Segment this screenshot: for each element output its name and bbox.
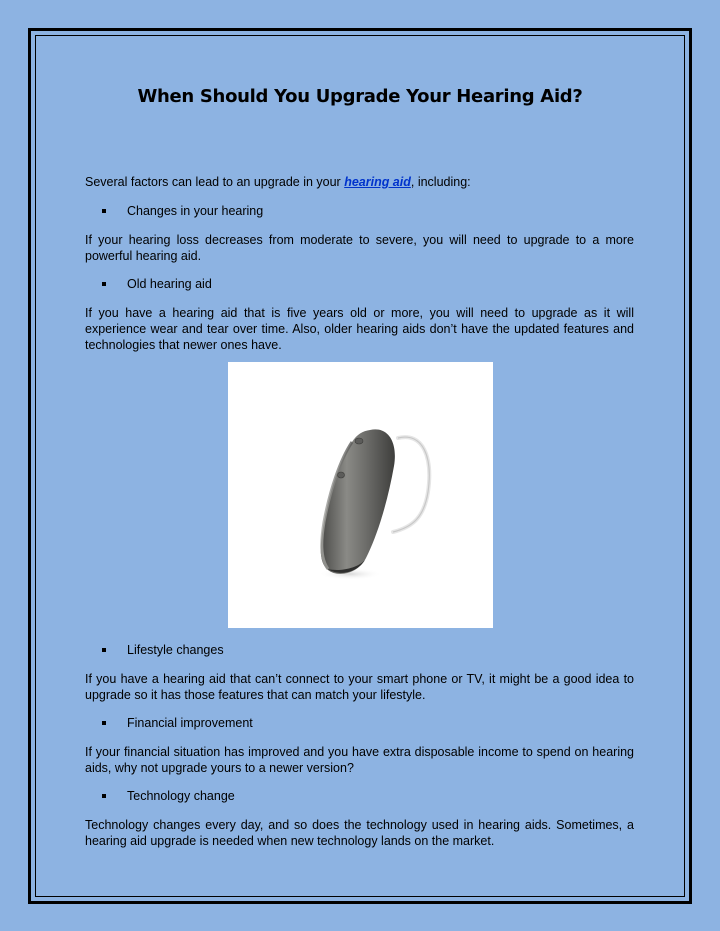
intro-paragraph [85,174,634,190]
body-paragraph: If you have a hearing aid that can’t connect to your smart phone or TV, it might be a good idea to upgrade so it has those features that can match your lifestyle. [85,672,634,702]
intro-text-before: Several factors can lead to an upgrade in your [85,175,345,189]
intro-text-after: , including: [410,175,471,189]
bullet-label: Technology change [127,789,235,803]
hearing-aid-link[interactable]: hearing aid [344,175,411,189]
bullet-square-icon [102,721,106,725]
bullet-square-icon [102,282,106,286]
bullet-label: Old hearing aid [127,277,212,291]
hearing-aid-icon [228,362,493,628]
body-paragraph: If your financial situation has improved and you have extra disposable income to spend on hearing aids, why not upgrade yours to a newer version? [85,745,634,775]
body-paragraph: Technology changes every day, and so does the technology used in hearing aids. Sometimes, a hearing aid upgrade is needed when new technology lands on the market. [85,818,634,848]
hearing-aid-image [228,362,493,628]
page-title: When Should You Upgrade Your Hearing Aid? [137,86,583,107]
body-paragraph: If your hearing loss decreases from moderate to severe, you will need to upgrade to a more powerful hearing aid. [85,233,634,263]
bullet-square-icon [102,209,106,213]
bullet-square-icon [102,648,106,652]
body-paragraph: If you have a hearing aid that is five years old or more, you will need to upgrade as it will experience wear and tear over time. Also, older hearing aids don’t have the updated features and technologies that newer ones have. [85,306,634,352]
bullet-label: Lifestyle changes [127,643,224,657]
bullet-label: Financial improvement [127,716,253,730]
bullet-square-icon [102,794,106,798]
bullet-label: Changes in your hearing [127,204,264,218]
